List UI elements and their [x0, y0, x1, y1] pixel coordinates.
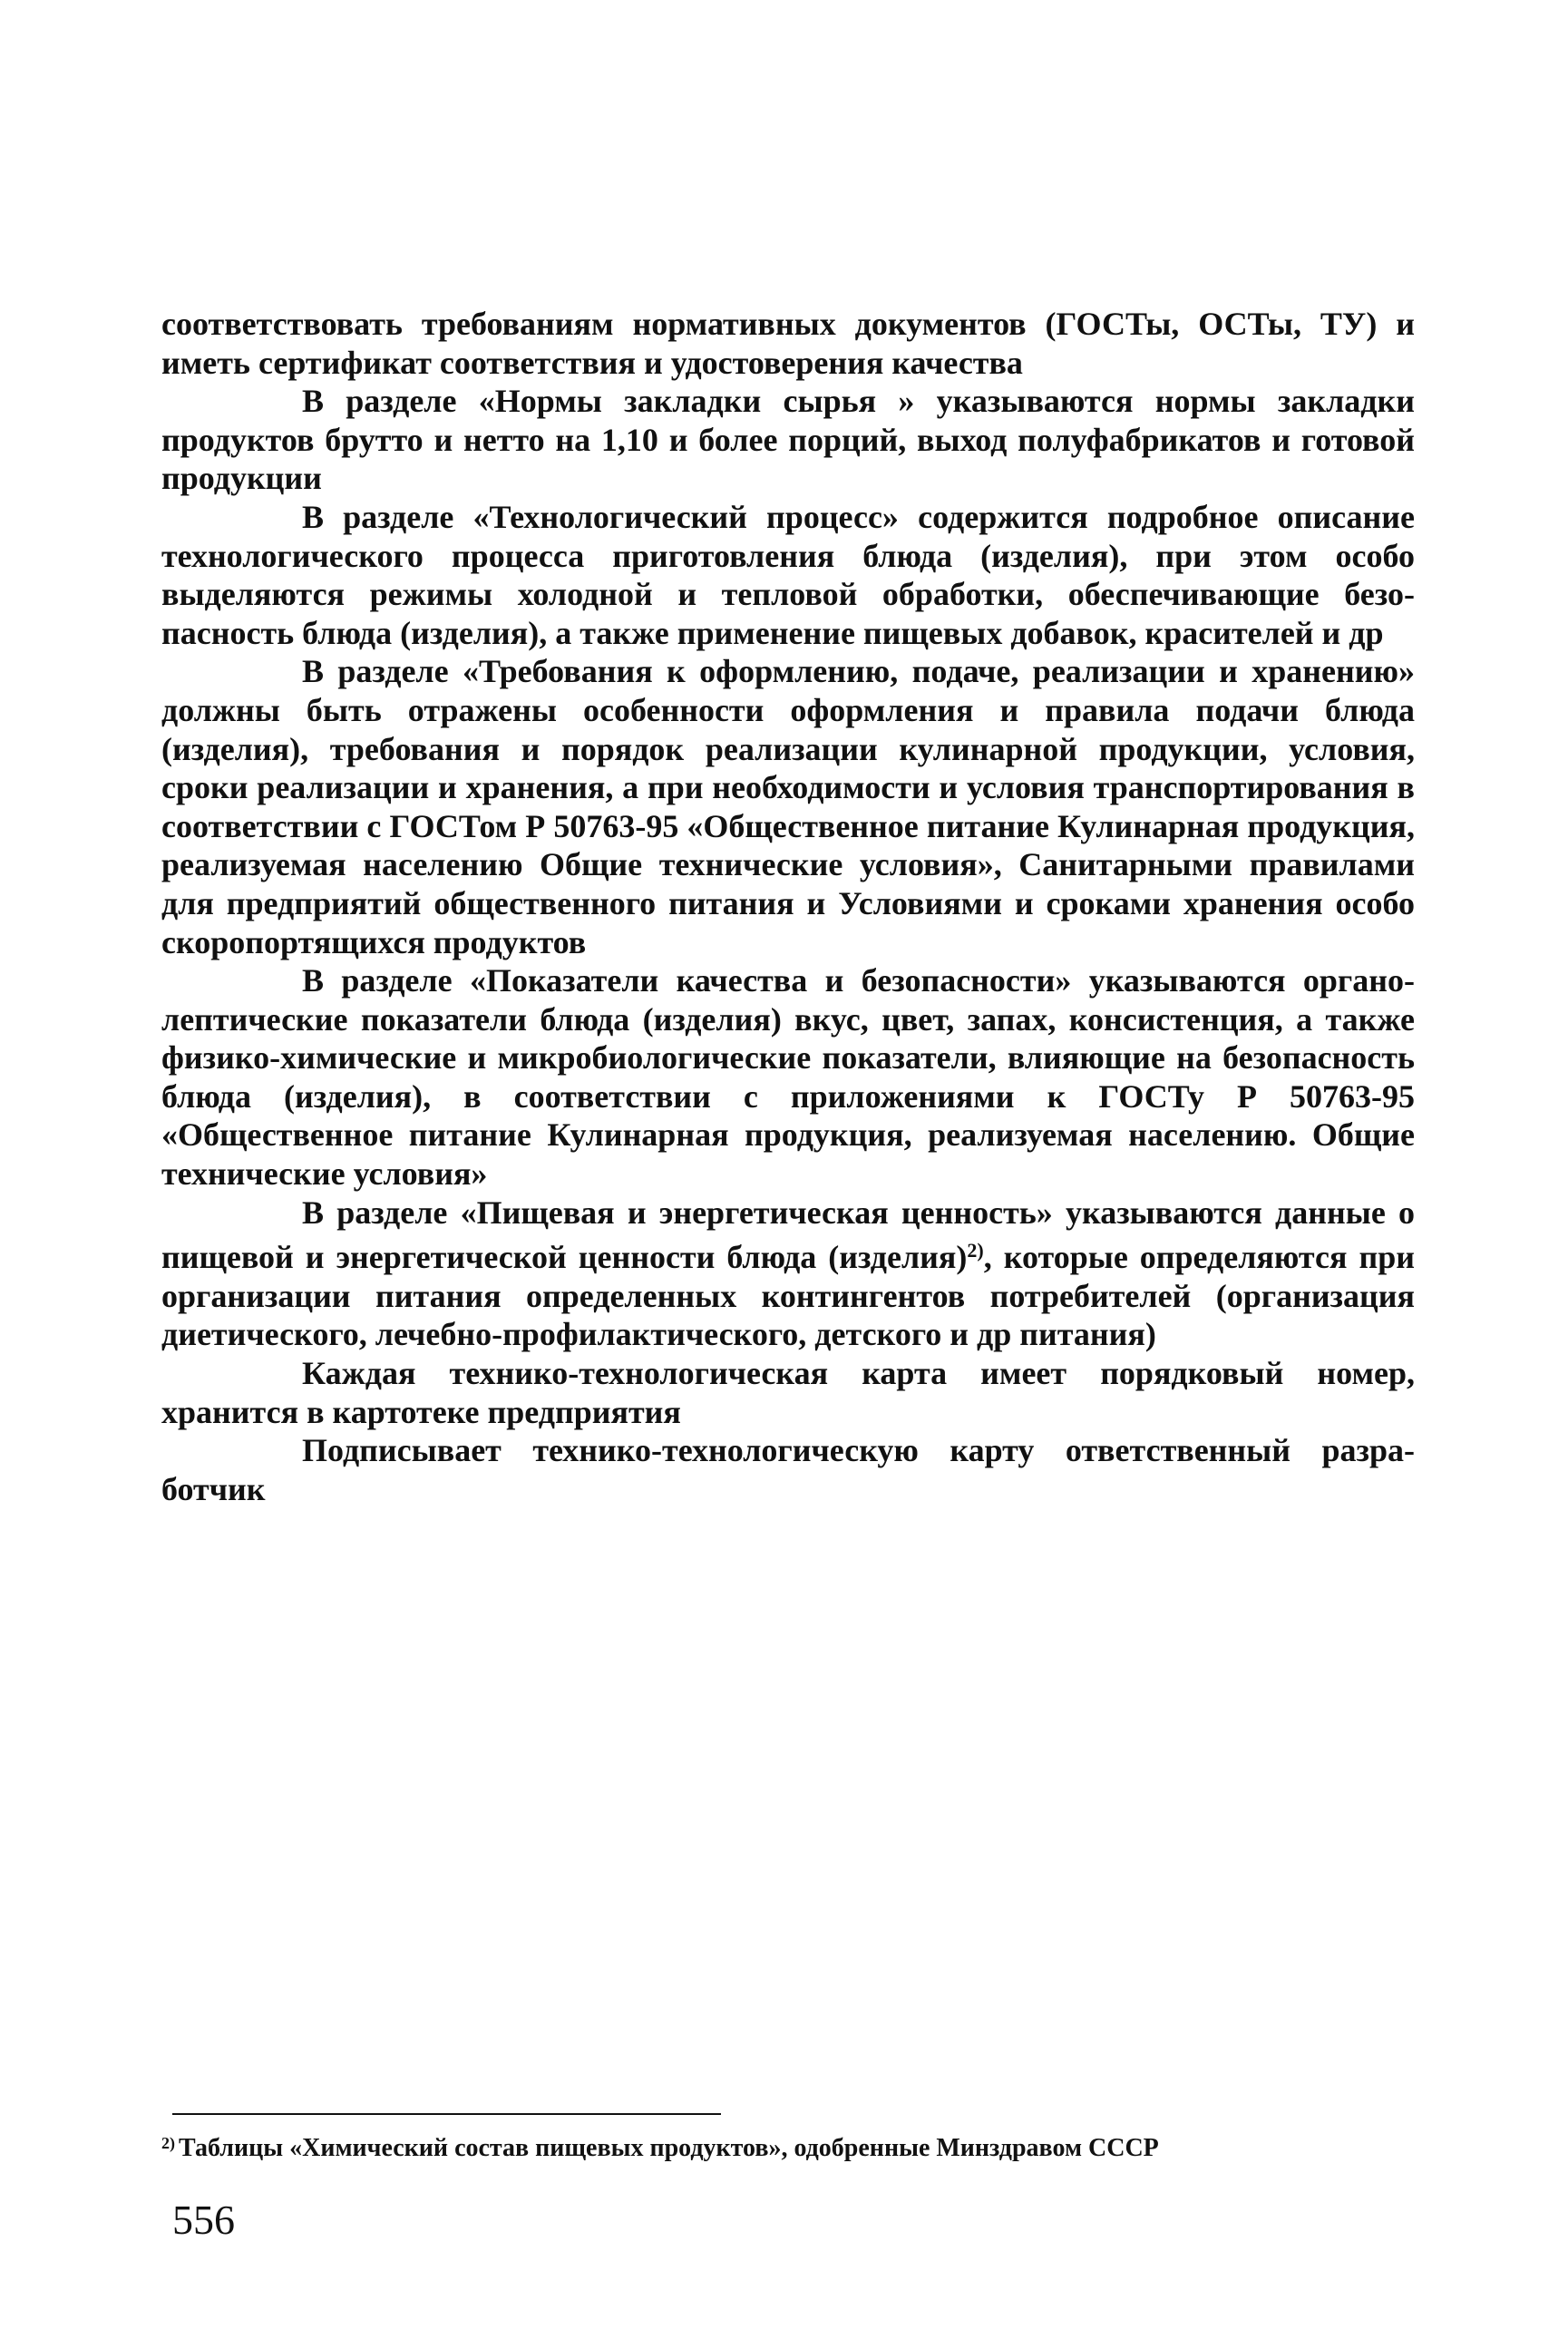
nutritional-value-text-continued: , которые определяются при организации питания определенных контингентов потребителей (организация диетического, лечебно-профилактического, детского и др питания) — [161, 1239, 1415, 1353]
paragraph-certification: соответствовать требованиям нормативных документов (ГОСТы, ОСТы, ТУ) и иметь сертификат соответствия и удостоверения качества — [161, 306, 1415, 381]
paragraph-quality-safety: В разделе «Показатели качества и безопасности» указываются органолептические показатели блюда (изделия) вкус, цвет, запах, консистенция, а также физико-химические и микробиологические показатели, влияющие на безопасность блюда (изделия), в соответствии с приложениями к ГОСТу Р 50763-95 «Общественное питание Кулинарная продукция, реализуемая населению. Общие технические условия» — [161, 962, 1415, 1193]
paragraph-raw-materials-norms: В разделе «Нормы закладки сырья » указываются нормы закладки продуктов брутто и нетто на 1,10 и более порций, выход полуфабрикатов и готовой продукции — [161, 383, 1415, 497]
nutritional-value-text: В разделе «Пищевая и энергетическая ценность» указываются данные о пищевой и энергетической ценности блюда (изделия) — [161, 1194, 1415, 1276]
footnote-mark: 2) — [161, 2134, 175, 2152]
body-text — [161, 305, 1415, 1508]
paragraph-nutritional-value — [161, 1194, 1415, 1354]
paragraph-serving-requirements: В разделе «Требования к оформлению, подаче, реализации и хранению» должны быть отражены особенности оформления и правила подачи блюда (изделия), требования и порядок реализации кулинарной продукции, условия, сроки реализации и хранения, а при необходимости и условия транспортирования в соответствии с ГОСТом Р 50763-95 «Общественное питание Кулинарная продукция, реализуемая населению Общие технические условия», Санитарными правилами для предприятий общественного питания и Условиями и сроками хранения особо скоропортящихся продуктов — [161, 653, 1415, 960]
paragraph-card-numbering: Каждая технико-технологическая карта имеет порядковый номер, хранится в картотеке предприятия — [161, 1355, 1415, 1430]
footnote — [161, 2128, 1415, 2164]
paragraph-technological-process: В разделе «Технологический процесс» содержится подробное описание технологического процесса приготовления блюда (изделия), при этом особо выделяются режимы холодной и тепловой обработки, обеспечивающие безопасность блюда (изделия), а также применение пищевых добавок, красителей и др — [161, 498, 1415, 651]
footnote-reference: 2) — [967, 1239, 984, 1262]
footnote-divider — [172, 2113, 721, 2115]
page-number: 556 — [172, 2197, 235, 2243]
footnote-text: Таблицы «Химический состав пищевых продуктов», одобренные Минздравом СССР — [179, 2134, 1159, 2162]
paragraph-card-signature: Подписывает технико-технологическую карту ответственный разработчик — [161, 1432, 1415, 1507]
